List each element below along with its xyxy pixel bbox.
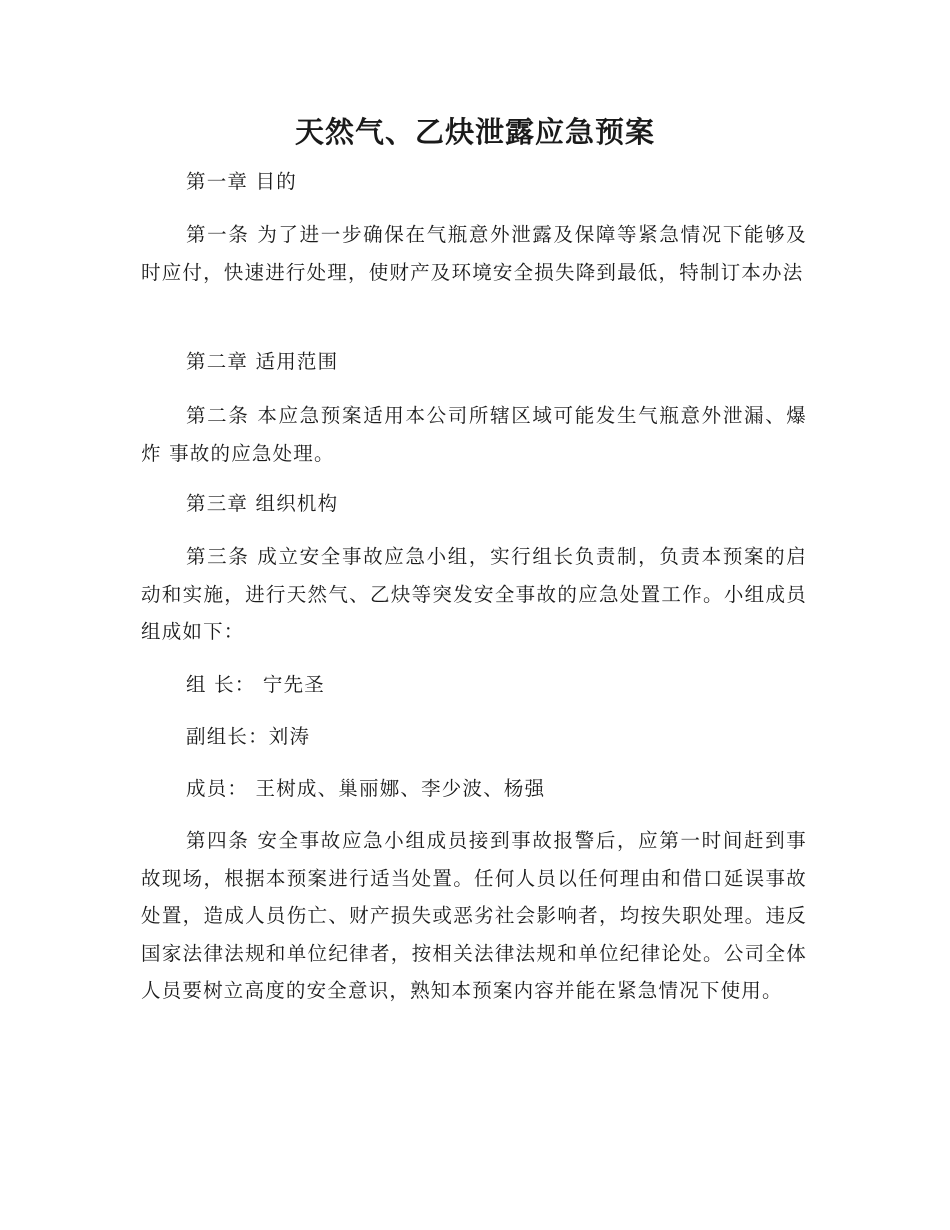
chapter-3-heading: 第三章 组织机构 — [186, 492, 339, 515]
article-1: 第一条 为了进一步确保在气瓶意外泄露及保障等紧急情况下能够及时应付，快速进行处理，使财产及环境安全损失降到最低，特制订本办法 — [141, 223, 807, 284]
team-members: 成员： 王树成、巢丽娜、李少波、杨强 — [186, 777, 546, 800]
chapter-2-heading: 第二章 适用范围 — [186, 350, 339, 373]
article-3: 第三条 成立安全事故应急小组，实行组长负责制，负责本预案的启动和实施，进行天然气、乙炔等突发安全事故的应急处置工作。小组成员组成如下： — [141, 545, 807, 643]
team-leader: 组 长： 宁先圣 — [186, 673, 325, 696]
article-4: 第四条 安全事故应急小组成员接到事故报警后，应第一时间赶到事故现场，根据本预案进行适当处置。任何人员以任何理由和借口延误事故处置，造成人员伤亡、财产损失或恶劣社会影响者，均按失职处理。违反国家法律法规和单位纪律者，按相关法律法规和单位纪律论处。公司全体人员要树立高度的安全意识，熟知本预案内容并能在紧急情况下使用。 — [141, 829, 807, 1002]
document-title: 天然气、乙炔泄露应急预案 — [294, 115, 655, 149]
article-2: 第二条 本应急预案适用本公司所辖区域可能发生气瓶意外泄漏、爆炸 事故的应急处理。 — [141, 404, 807, 465]
chapter-1-heading: 第一章 目的 — [186, 170, 297, 193]
team-deputy-leader: 副组长：刘涛 — [186, 725, 311, 748]
